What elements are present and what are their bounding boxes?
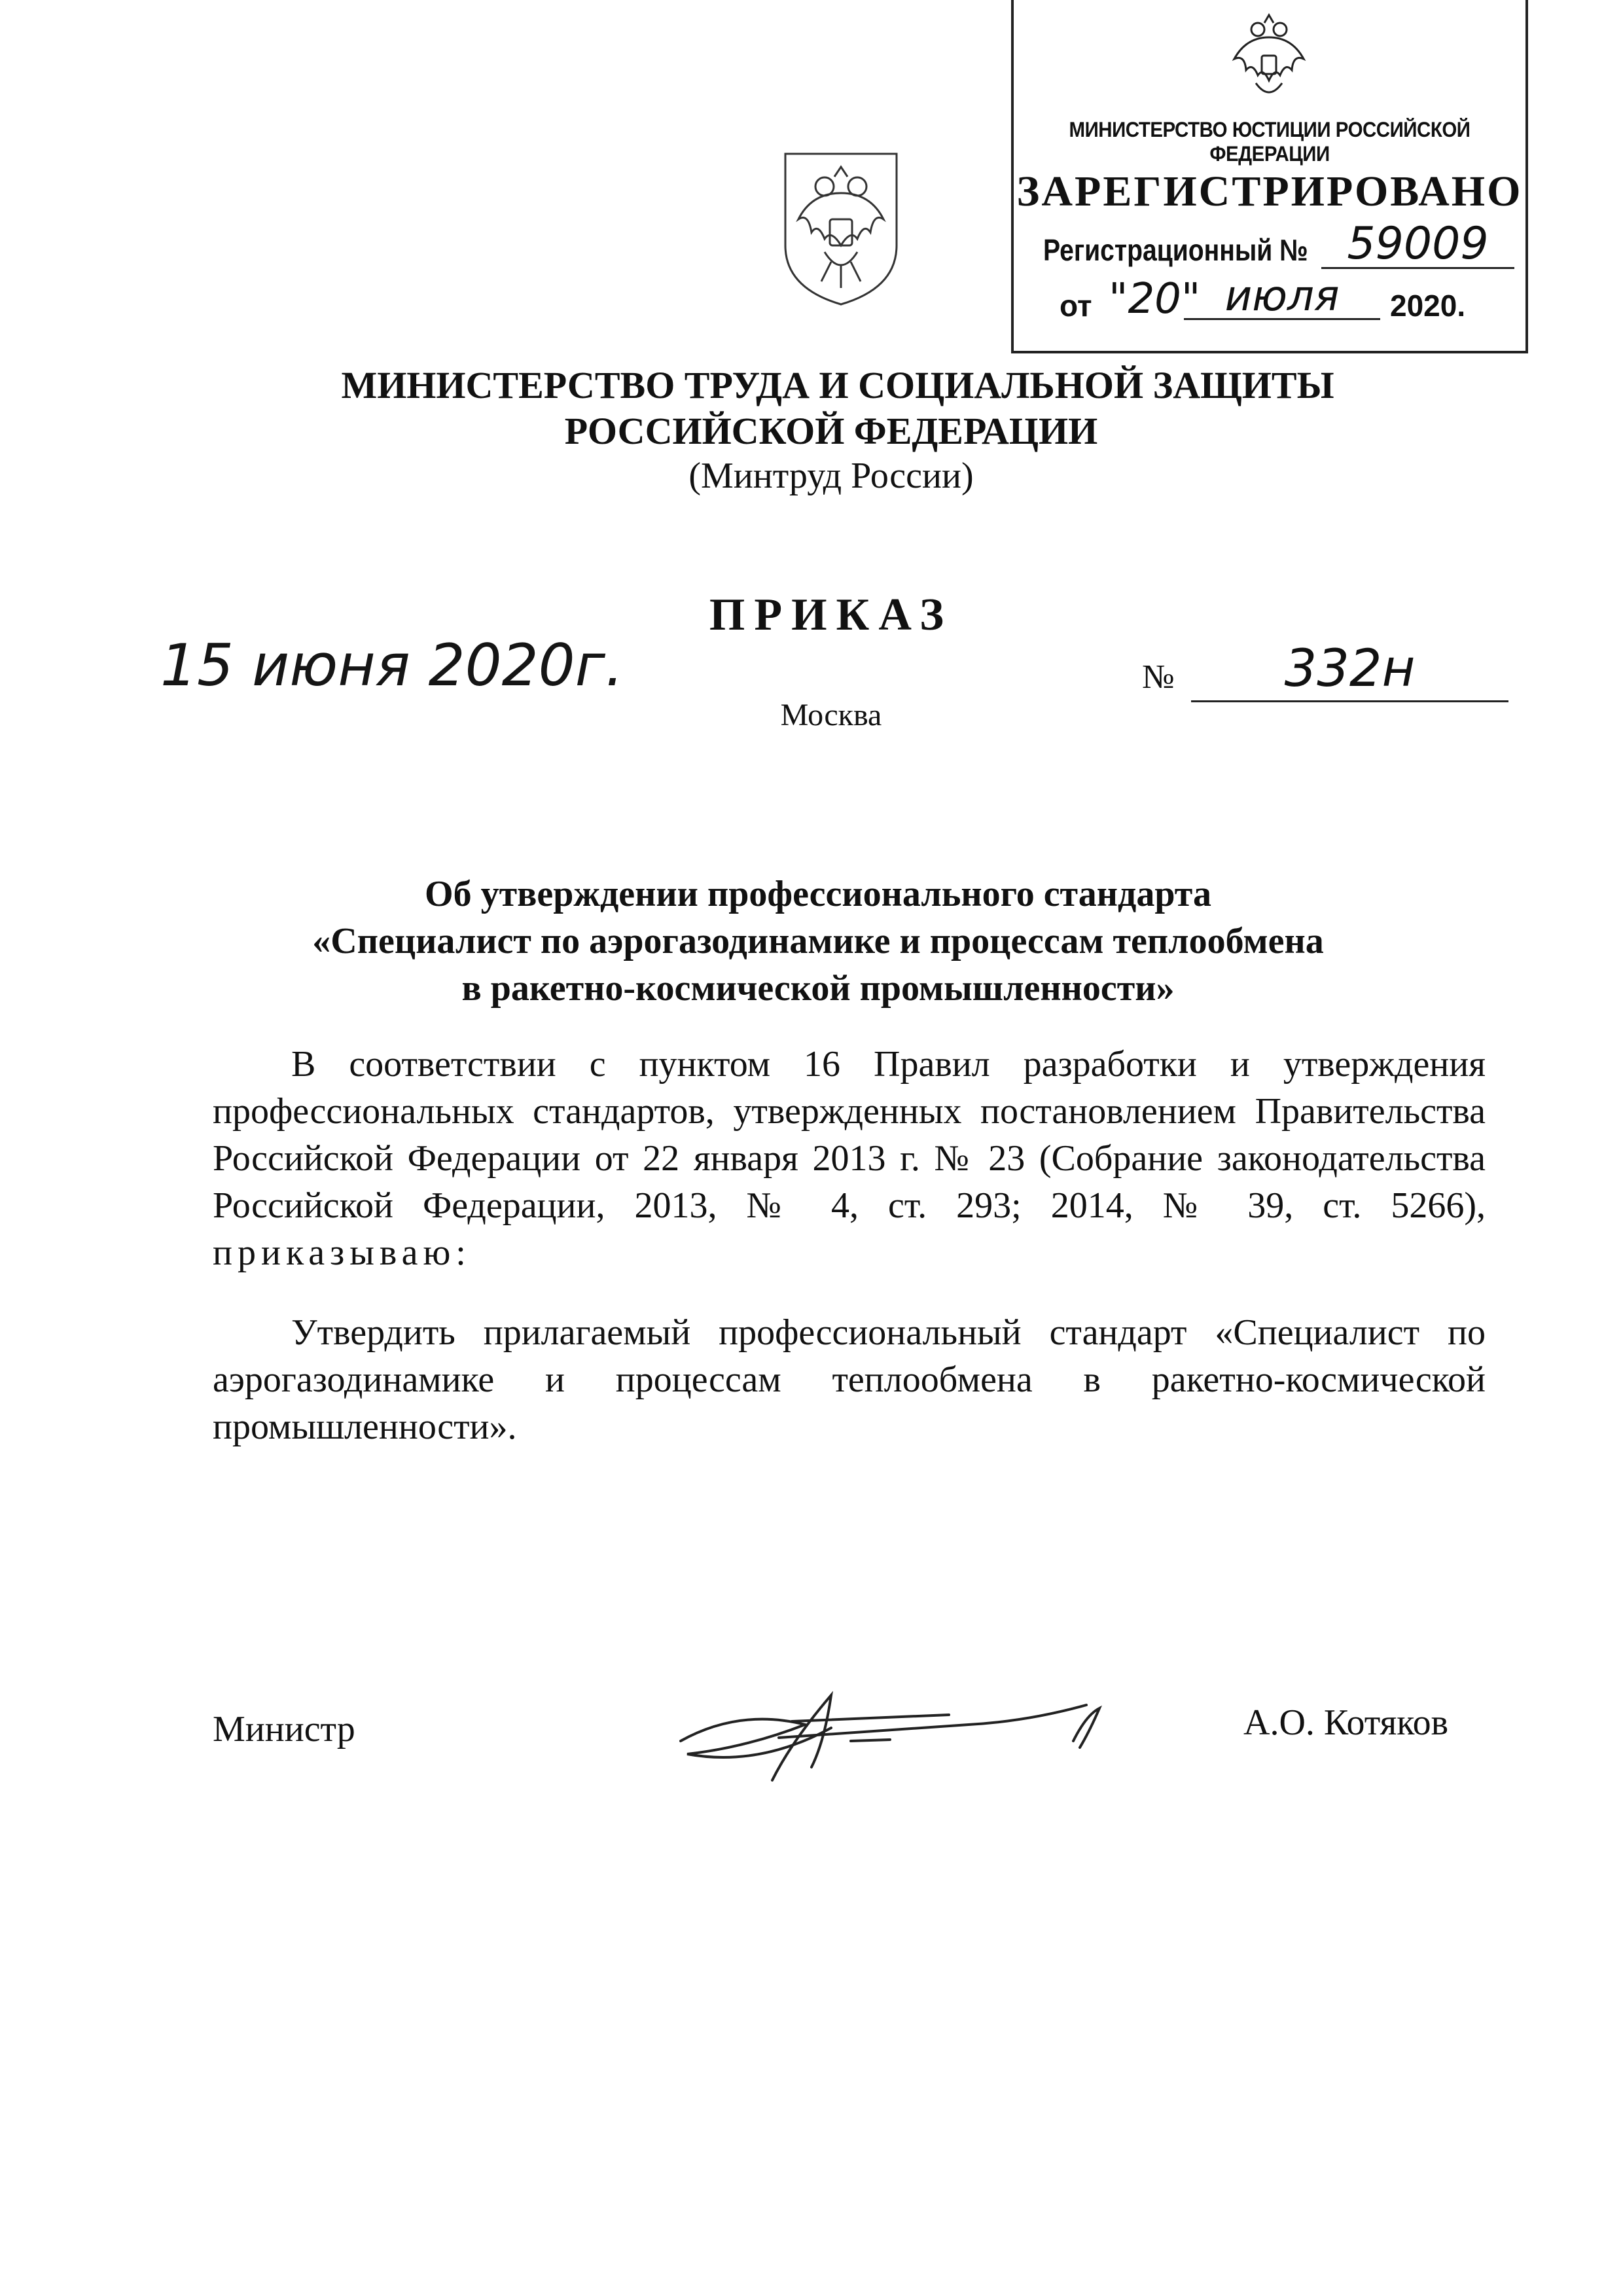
signatory-name: А.О. Котяков bbox=[1243, 1702, 1449, 1743]
body-paragraph-1 bbox=[213, 1041, 1486, 1276]
subject-line-3: в ракетно-космической промышленности» bbox=[461, 968, 1175, 1009]
order-verb: приказываю: bbox=[213, 1232, 471, 1273]
signatory-role: Министр bbox=[213, 1709, 355, 1749]
stamp-reg-number: 59009 bbox=[1321, 221, 1514, 269]
order-number-label: № bbox=[1142, 658, 1175, 696]
stamp-from-label: от bbox=[1060, 289, 1092, 323]
stamp-registered-label: ЗАРЕГИСТРИРОВАНО bbox=[1016, 168, 1523, 215]
document-title: ПРИКАЗ bbox=[709, 590, 954, 640]
subject-line-2: «Специалист по аэрогазодинамике и процессам теплообмена bbox=[312, 921, 1324, 961]
registration-stamp bbox=[1011, 0, 1528, 353]
coat-of-arms-icon bbox=[772, 147, 910, 308]
stamp-coat-of-arms-icon bbox=[1226, 10, 1311, 108]
order-subject bbox=[196, 870, 1440, 1012]
order-number: 332н bbox=[1191, 638, 1508, 702]
ministry-name-line-2: РОССИЙСКОЙ ФЕДЕРАЦИИ bbox=[564, 410, 1098, 452]
body-paragraph-2 bbox=[213, 1309, 1486, 1450]
stamp-day: "20" bbox=[1109, 275, 1201, 323]
paragraph-2-text: Утвердить прилагаемый профессиональный стандарт «Специалист по аэрогазодинамике и процессам теплообмена в ракетно-космической промышленности». bbox=[213, 1312, 1486, 1447]
subject-line-1: Об утверждении профессионального стандарта bbox=[425, 874, 1211, 914]
stamp-year: 2020. bbox=[1390, 289, 1466, 323]
paragraph-1-text: В соответствии с пунктом 16 Правил разработки и утверждения профессиональных стандартов, утвержденных постановлением Правительства Российской Федерации от 22 января 2013 г. № 23 (Собрание законодательства Российской Федерации, 2013, № 4, ст. 293; 2014, № 39, ст. 5266), bbox=[213, 1044, 1486, 1226]
ministry-short-name: (Минтруд России) bbox=[688, 456, 974, 496]
stamp-ministry-name: МИНИСТЕРСТВО ЮСТИЦИИ РОССИЙСКОЙ ФЕДЕРАЦИИ bbox=[1069, 118, 1471, 166]
ministry-name-line-1: МИНИСТЕРСТВО ТРУДА И СОЦИАЛЬНОЙ ЗАЩИТЫ bbox=[341, 364, 1334, 406]
stamp-reg-number-label: Регистрационный № bbox=[1043, 233, 1308, 267]
order-date: 15 июня 2020г. bbox=[160, 632, 624, 699]
handwritten-signature bbox=[661, 1669, 1119, 1793]
stamp-month: июля bbox=[1184, 275, 1380, 320]
city: Москва bbox=[780, 698, 882, 732]
